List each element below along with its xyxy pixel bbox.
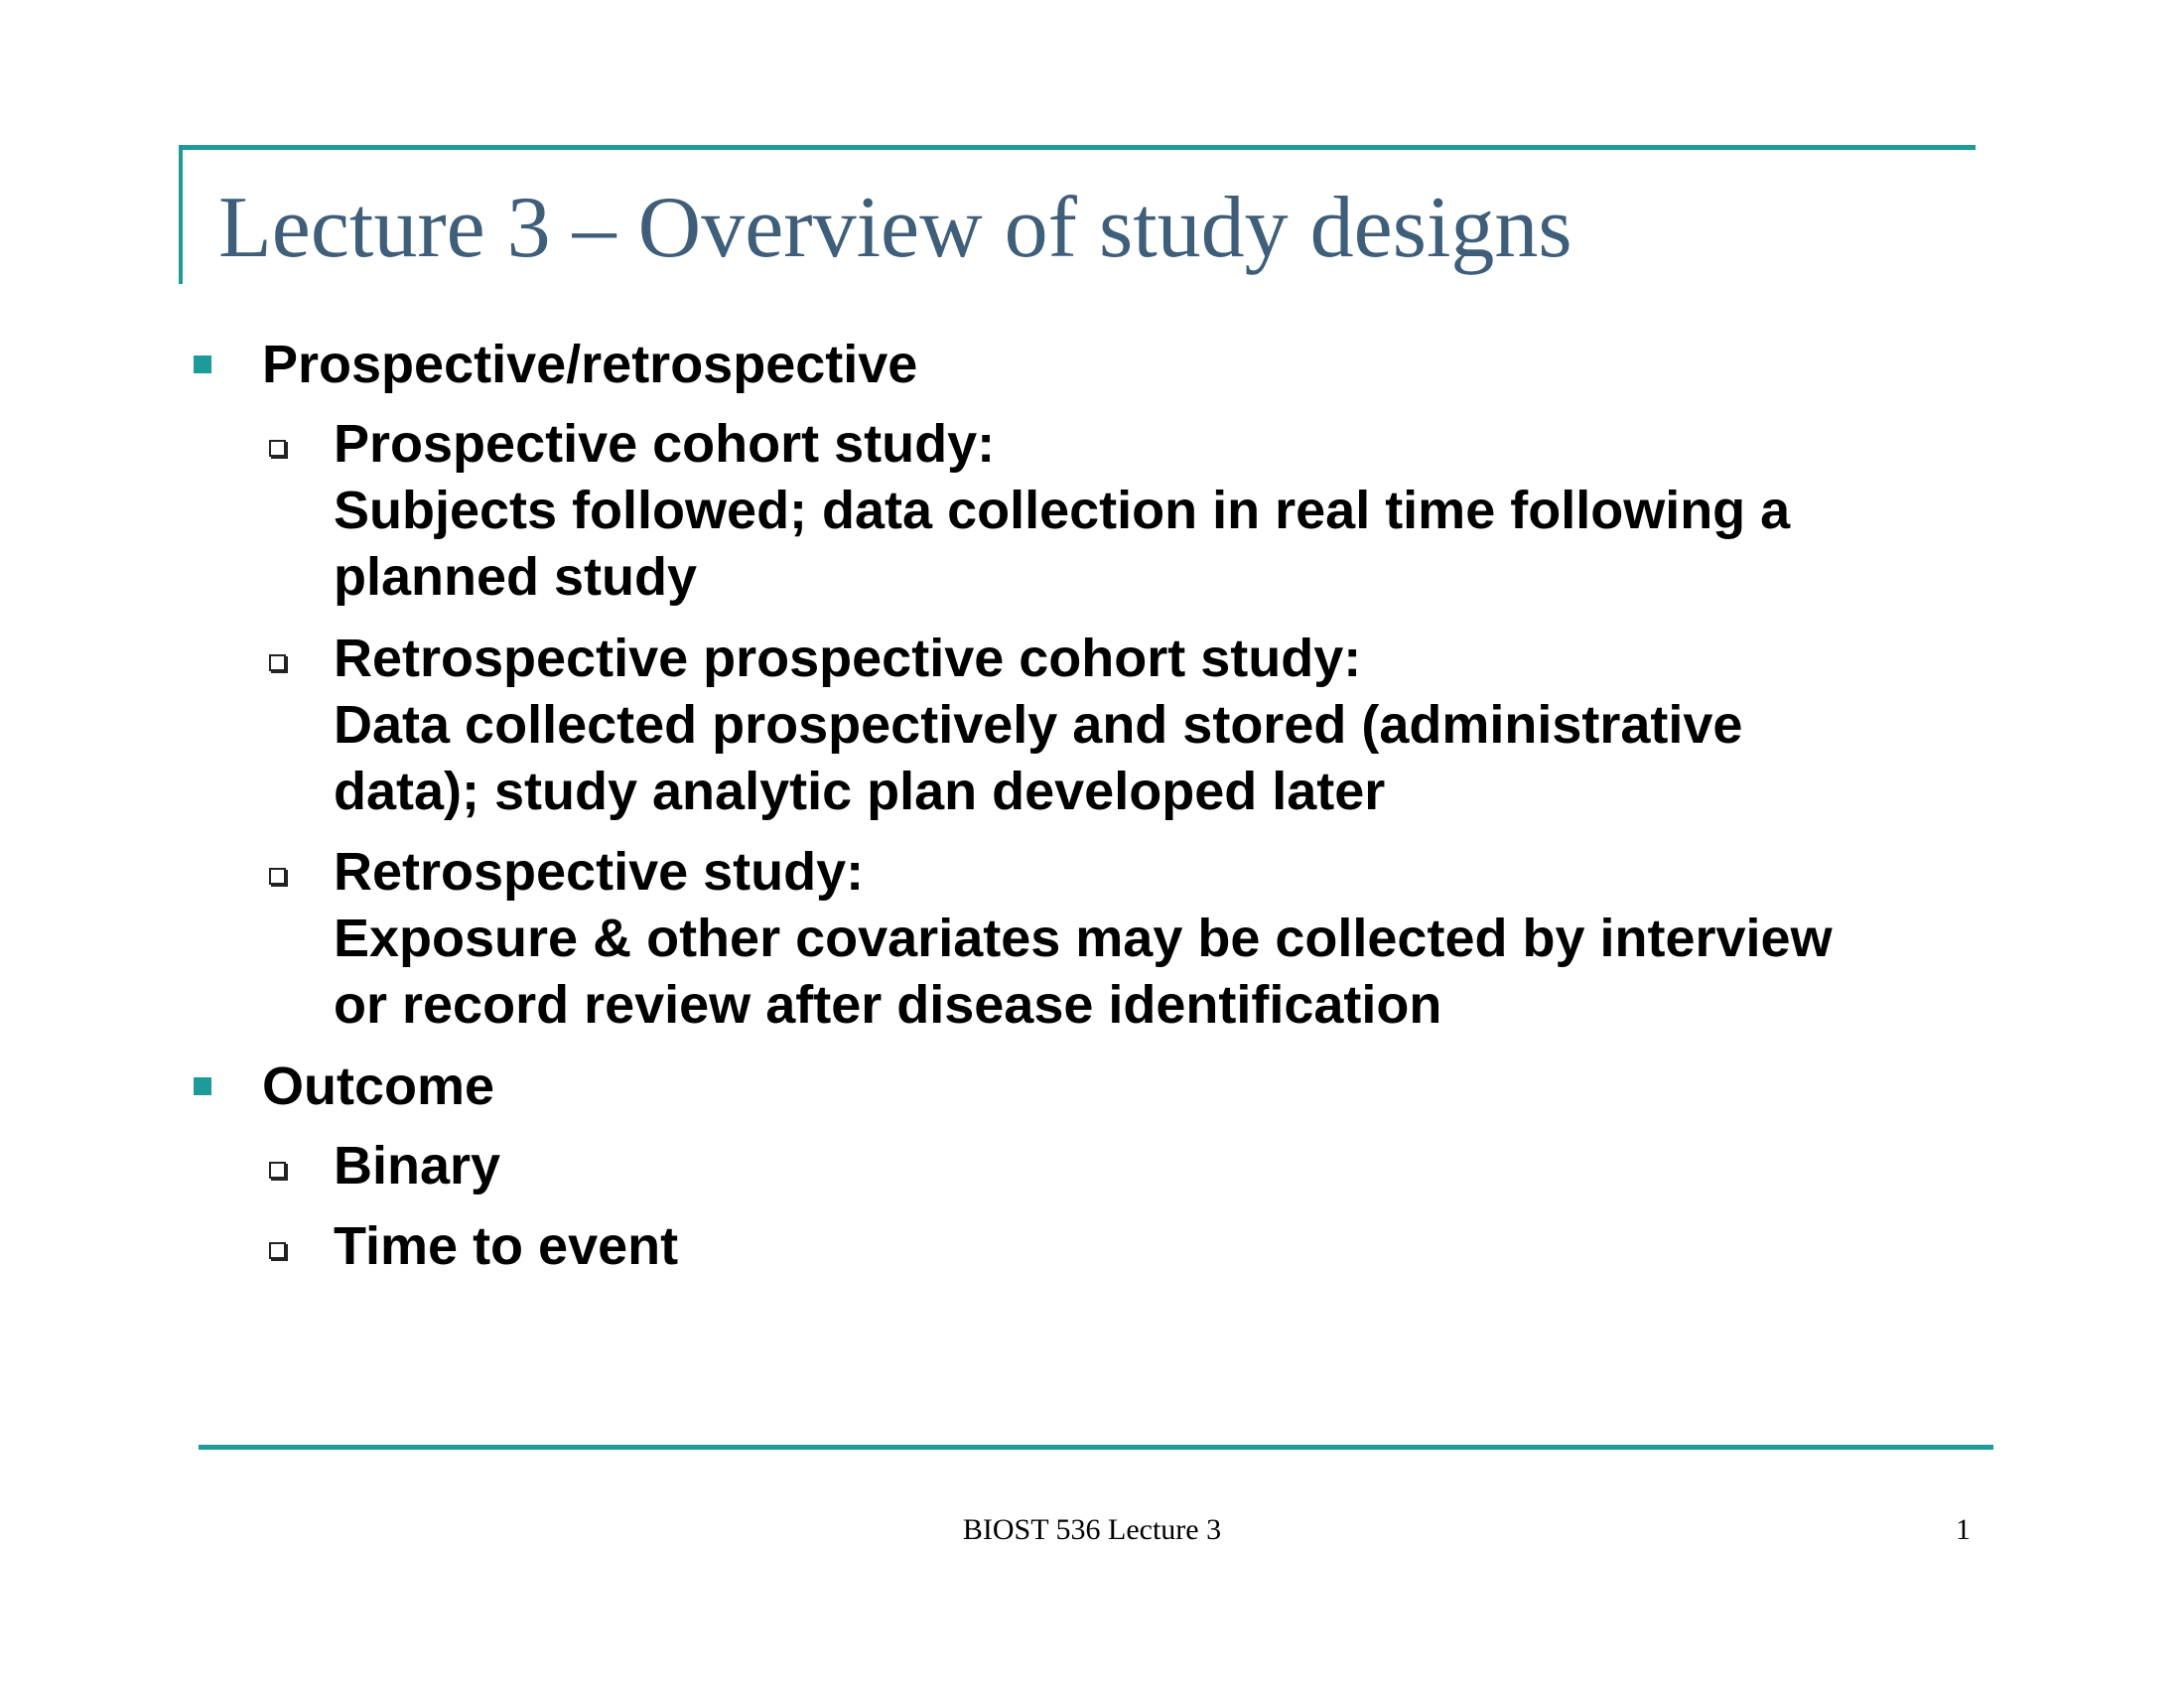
box-bullet-icon [269,1242,286,1259]
bullet-label: Outcome [262,1056,495,1116]
sub-bullet-text [334,626,1742,825]
bullet-label: Prospective/retrospective [262,335,918,394]
box-bullet-icon [269,440,286,457]
box-bullet-icon [269,868,286,885]
sub-bullet-line: Time to event [334,1216,679,1276]
sub-bullet-line: Retrospective study: [334,842,865,902]
sub-bullet-line: Retrospective prospective cohort study: [334,629,1362,688]
sub-bullet-text [334,1213,678,1280]
sub-bullet-text [334,839,1833,1039]
sub-bullet-line: Prospective cohort study: [334,414,996,474]
title-left-rule [179,145,183,284]
sub-bullet-line: Subjects followed; data collection in real time following a [334,481,1791,540]
square-bullet-icon [194,355,211,373]
title-top-rule [179,145,1976,150]
sub-bullet-line: Exposure & other covariates may be collected by interview [334,909,1833,968]
sub-bullet-line: planned study [334,547,698,607]
sub-bullet-line: Data collected prospectively and stored (administrative [334,695,1743,755]
slide-title: Lecture 3 – Overview of study designs [218,180,1572,276]
sub-bullet-line: or record review after disease identification [334,975,1442,1035]
box-bullet-icon [269,654,286,671]
square-bullet-icon [194,1077,211,1095]
footer-rule [199,1445,1993,1450]
footer-course-label: BIOST 536 Lecture 3 [962,1513,1222,1546]
sub-bullet-text [334,411,1790,611]
box-bullet-icon [269,1162,286,1179]
sub-bullet-line: Binary [334,1136,501,1196]
sub-bullet-line: data); study analytic plan developed later [334,762,1386,821]
page-number: 1 [1956,1513,1971,1546]
sub-bullet-text [334,1133,500,1199]
